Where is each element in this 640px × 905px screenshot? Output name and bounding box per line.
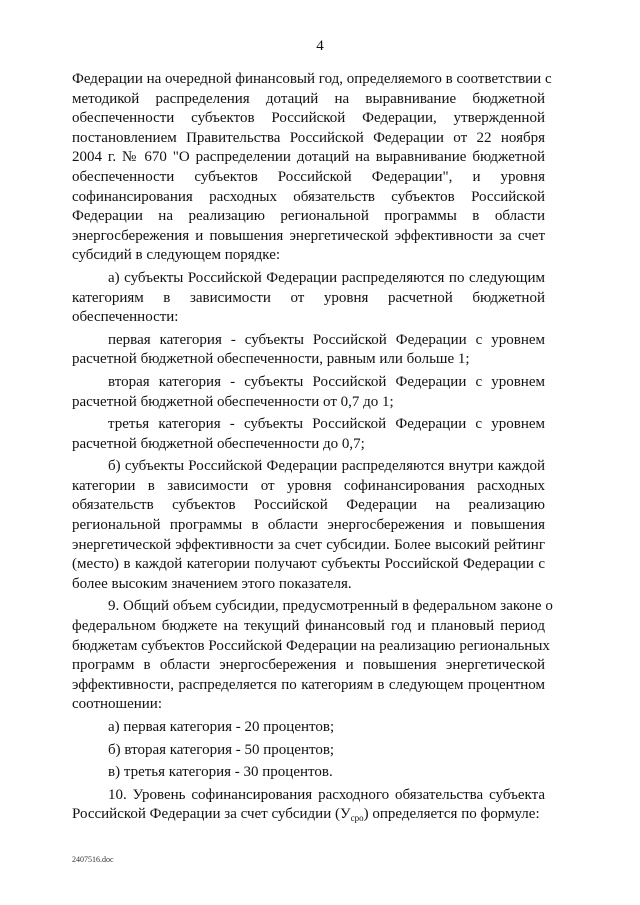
formula-intro-text: Российской Федерации за счет субсидии (У xyxy=(72,806,351,823)
text-line: категории в зависимости от уровня софинансирования расходных xyxy=(72,477,545,494)
text-line-formula-intro xyxy=(72,805,545,825)
text-line: а) первая категория - 20 процентов; xyxy=(108,719,335,735)
text-line: Федерации на реализацию региональной программы в области xyxy=(72,208,545,225)
text-line: софинансирования расходных обязательств субъектов Российской xyxy=(72,188,545,205)
text-line: первая категория - субъекты Российской Федерации с уровнем xyxy=(108,331,545,348)
text-line: б) субъекты Российской Федерации распределяются внутри каждой xyxy=(108,458,545,475)
text-line: федеральном бюджете на текущий финансовый год и плановый период xyxy=(72,618,545,635)
text-line: энергосбережения и повышения энергетической эффективности за счет xyxy=(72,227,545,244)
formula-subscript: сро xyxy=(350,813,364,824)
text-line: в) третья категория - 30 процентов. xyxy=(108,764,333,781)
page-number: 4 xyxy=(316,38,324,54)
text-line: постановлением Правительства Российской Федерации от 22 ноября xyxy=(72,129,545,146)
text-line: расчетной бюджетной обеспеченности, равным или больше 1; xyxy=(72,351,470,368)
text-line: эффективности, распределяется по категориям в следующем процентном xyxy=(72,676,545,693)
text-line: обеспеченности субъектов Российской Федерации, утвержденной xyxy=(72,110,545,127)
text-line: 2004 г. № 670 "О распределении дотаций на выравнивание бюджетной xyxy=(72,149,545,166)
text-line: энергетической эффективности за счет субсидии. Более высокий рейтинг xyxy=(72,536,545,553)
footer-file-code: 2407516.doc xyxy=(72,855,114,864)
text-line: субсидий в следующем порядке: xyxy=(72,247,281,264)
text-line: третья категория - субъекты Российской Федерации с уровнем xyxy=(108,416,545,433)
text-line: категориям в зависимости от уровня расчетной бюджетной xyxy=(72,289,545,306)
text-line: региональной программы в области энергосбережения и повышения xyxy=(72,517,545,534)
text-line: б) вторая категория - 50 процентов; xyxy=(108,741,335,758)
text-line: Федерации на очередной финансовый год, определяемого в соответствии с xyxy=(72,71,552,87)
document-body xyxy=(72,70,553,825)
text-line: расчетной бюджетной обеспеченности до 0,7; xyxy=(72,435,365,452)
text-line: (место) в каждой категории получают субъекты Российской Федерации с xyxy=(72,556,545,573)
formula-intro-text-end: ) определяется по формуле: xyxy=(363,806,540,823)
text-line: 10. Уровень софинансирования расходного обязательства субъекта xyxy=(108,786,545,803)
text-line: обязательств субъектов Российской Федерации на реализацию xyxy=(72,497,545,514)
text-line: соотношении: xyxy=(72,696,162,713)
text-line: более высоким значением этого показателя. xyxy=(72,575,352,592)
text-line: вторая категория - субъекты Российской Федерации с уровнем xyxy=(108,373,545,390)
text-line: обеспеченности: xyxy=(72,309,179,326)
text-line: обеспеченности субъектов Российской Федерации", и уровня xyxy=(72,168,545,185)
text-line: бюджетам субъектов Российской Федерации на реализацию региональных xyxy=(72,637,550,654)
text-line: расчетной бюджетной обеспеченности от 0,7 до 1; xyxy=(72,393,394,410)
text-line: 9. Общий объем субсидии, предусмотренный в федеральном законе о xyxy=(108,598,553,615)
text-line: а) субъекты Российской Федерации распределяются по следующим xyxy=(108,269,545,286)
text-line: программ в области энергосбережения и повышения энергетической xyxy=(72,657,545,674)
text-line: методикой распределения дотаций на выравнивание бюджетной xyxy=(72,90,545,107)
